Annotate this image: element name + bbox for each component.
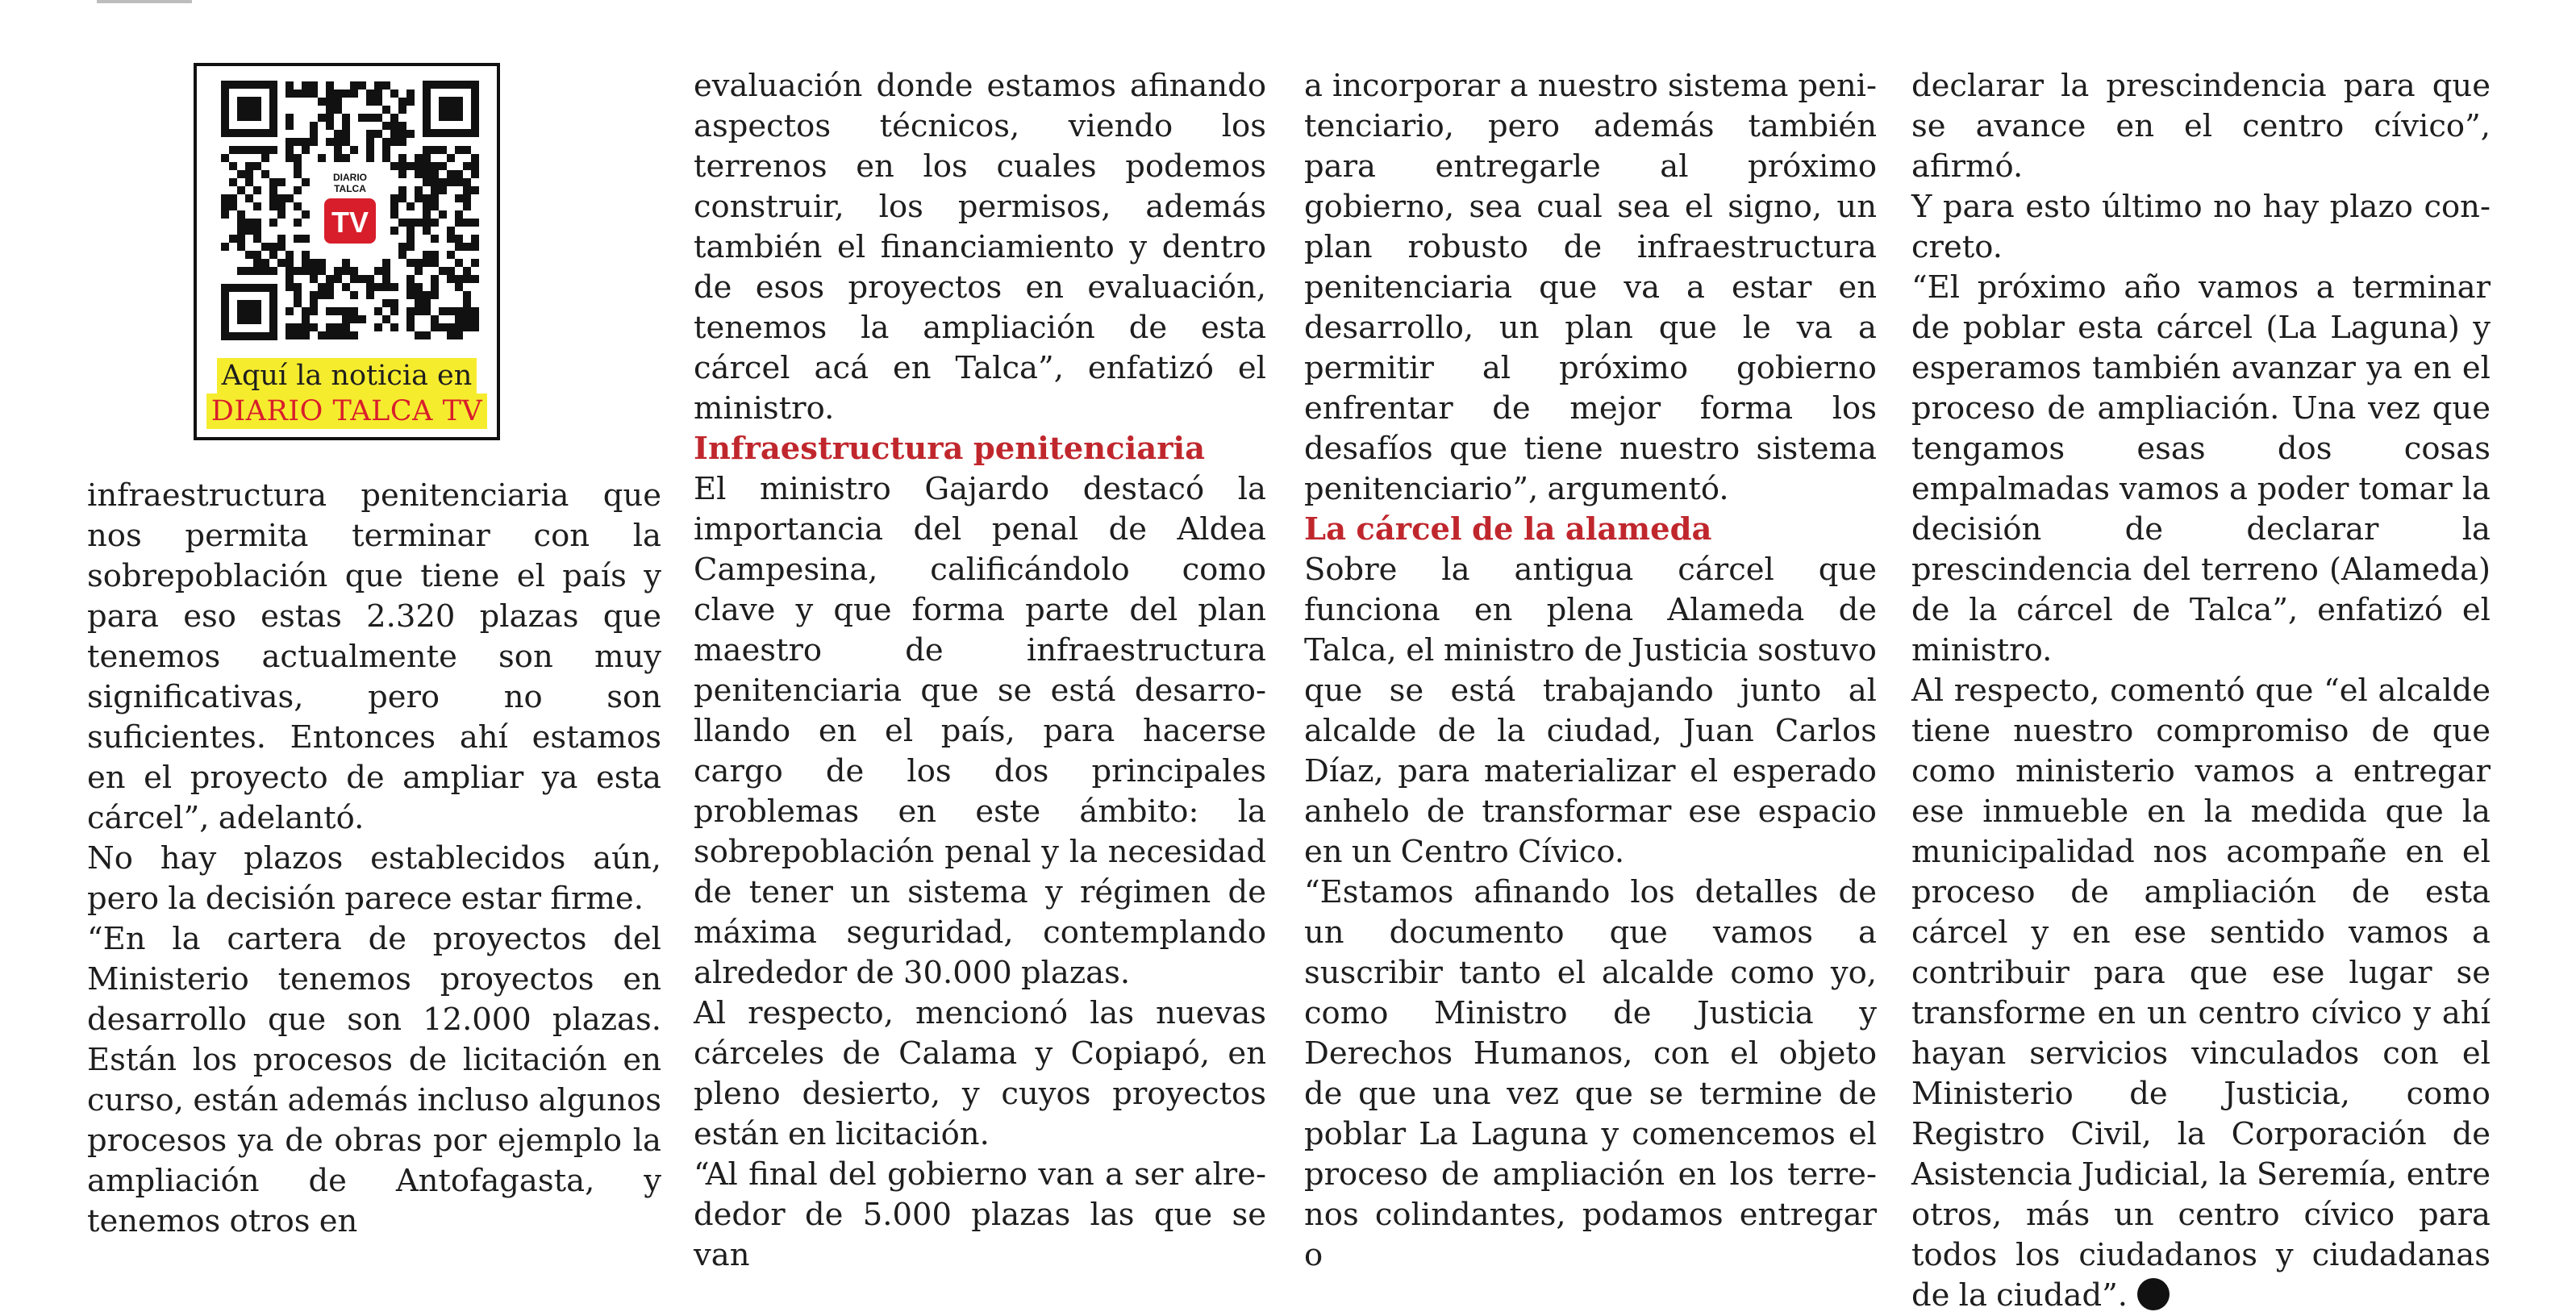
article-paragraph: “Al final del gobierno van a ser alrededor de 5.000 plazas las que se van (694, 1156, 1266, 1273)
article-paragraph: “En la cartera de proyectos del Ministerio tenemos proyectos en desarrollo que son 12.000 plazas. Están los procesos de licitación en curso, están además incluso algunos procesos ya de obras por ejemplo la ampliación de Antofagasta, y tenemos otros en (87, 921, 661, 1239)
article-column-2 (694, 66, 1266, 1276)
qr-finder-top-left (221, 81, 277, 137)
article-paragraph: “El próximo año vamos a terminar de poblar esta cárcel (La Laguna) y esperamos también avanzar ya en el proceso de ampliación. Una vez que tengamos esas dos cosas empalmadas vamos a poder tomar la decisión de declarar la prescindencia del terreno (Alameda) de la cárcel de Talca”, enfatizó el ministro. (1911, 269, 2491, 668)
article-paragraph: a incorporar a nuestro sistema penitenciario, pero además también para entregarle al próximo gobierno, sea cual sea el signo, un plan robusto de infraestructura penitenciaria que va a estar en desarrollo, un plan que le va a permitir al próximo gobierno enfrentar de mejor forma los desafíos que tiene nuestro sistema penitenciario”, argumentó. (1304, 68, 1877, 507)
article-paragraph: declarar la prescindencia para que se avance en el centro cívico”, afirmó. (1911, 68, 2491, 185)
article-column-1 (87, 476, 661, 1242)
section-subhead: Infraestructura penitenciaria (694, 431, 1206, 467)
badge-line2: TALCA (334, 183, 366, 194)
article-paragraph: No hay plazos establecidos aún, pero la decisión parece estar firme. (87, 840, 661, 917)
qr-caption-line2[interactable]: DIARIO TALCA TV (206, 394, 487, 429)
article-paragraph: Al respecto, comentó que “el alcalde tiene nuestro compromiso de que como ministerio vamos a entregar ese inmueble en la medida que la municipalidad nos acompañe en el proceso de ampliación de esta cárcel y en ese sentido vamos a contribuir para que ese lugar se transforme en un centro cívico y ahí hayan servicios vinculados con el Ministerio de Justicia, como Registro Civil, la Corporación de Asistencia Judicial, la Seremía, entre otros, más un centro cívico para todos los ciudadanos y ciudadanas de la ciudad”. (1911, 673, 2491, 1314)
top-rule-mark (97, 0, 192, 3)
article-paragraph: Al respecto, mencionó las nuevas cárceles de Calama y Copiapó, en pleno desierto, y cuyos proyectos están en licitación. (694, 995, 1266, 1152)
article-paragraph: El ministro Gajardo destacó la importancia del penal de Aldea Campesina, calificándolo como clave y que forma parte del plan maestro de infraestructura penitenciaria que se está desarrollando en el país, para hacerse cargo de los dos principales problemas en este ámbito: la sobrepoblación penal y la necesidad de tener un sistema y régimen de máxima seguridad, contemplando alrededor de 30.000 plazas. (694, 471, 1266, 991)
qr-caption-line1: Aquí la noticia en (217, 358, 477, 394)
article-paragraph: Sobre la antigua cárcel que funciona en plena Alameda de Talca, el ministro de Justicia sostuvo que se está trabajando junto al alcalde de la ciudad, Juan Carlos Díaz, para materializar el esperado anhelo de transformar ese espacio en un Centro Cívico. (1304, 552, 1877, 870)
qr-promo-box[interactable] (194, 63, 500, 440)
badge-line1: DIARIO (333, 172, 367, 183)
qr-code-icon[interactable] (221, 81, 479, 340)
diario-talca-tv-logo-badge (316, 168, 384, 252)
article-column-3 (1304, 66, 1877, 1276)
article-paragraph: infraestructura penitenciaria que nos permita terminar con la sobrepoblación que tiene el país y para eso estas 2.320 plazas que tenemos actualmente son muy significativas, pero no son suficientes. Entonces ahí estamos en el proyecto de ampliar ya esta cárcel”, adelantó. (87, 477, 661, 836)
article-paragraph: “Estamos afinando los detalles de un documento que vamos a suscribir tanto el alcalde como yo, como Ministro de Justicia y Derechos Humanos, con el objeto de que una vez que se termine de poblar La Laguna y comencemos el proceso de ampliación en los terrenos colindantes, podamos entregar o (1304, 874, 1877, 1273)
qr-caption (197, 358, 497, 429)
section-subhead: La cárcel de la alameda (1304, 511, 1712, 548)
article-column-4 (1911, 66, 2491, 1316)
end-bullet-icon (2137, 1278, 2170, 1310)
badge-tv: TV (331, 206, 369, 239)
article-paragraph: evaluación donde estamos afinando aspectos técnicos, viendo los terrenos en los cuales podemos construir, los permisos, además también el financiamiento y dentro de esos proyectos en evaluación, tenemos la ampliación de esta cárcel acá en Talca”, enfatizó el ministro. (694, 68, 1266, 427)
qr-finder-top-right (423, 81, 479, 137)
qr-finder-bottom-left (221, 284, 277, 340)
article-paragraph: Y para esto último no hay plazo concreto. (1911, 189, 2491, 265)
